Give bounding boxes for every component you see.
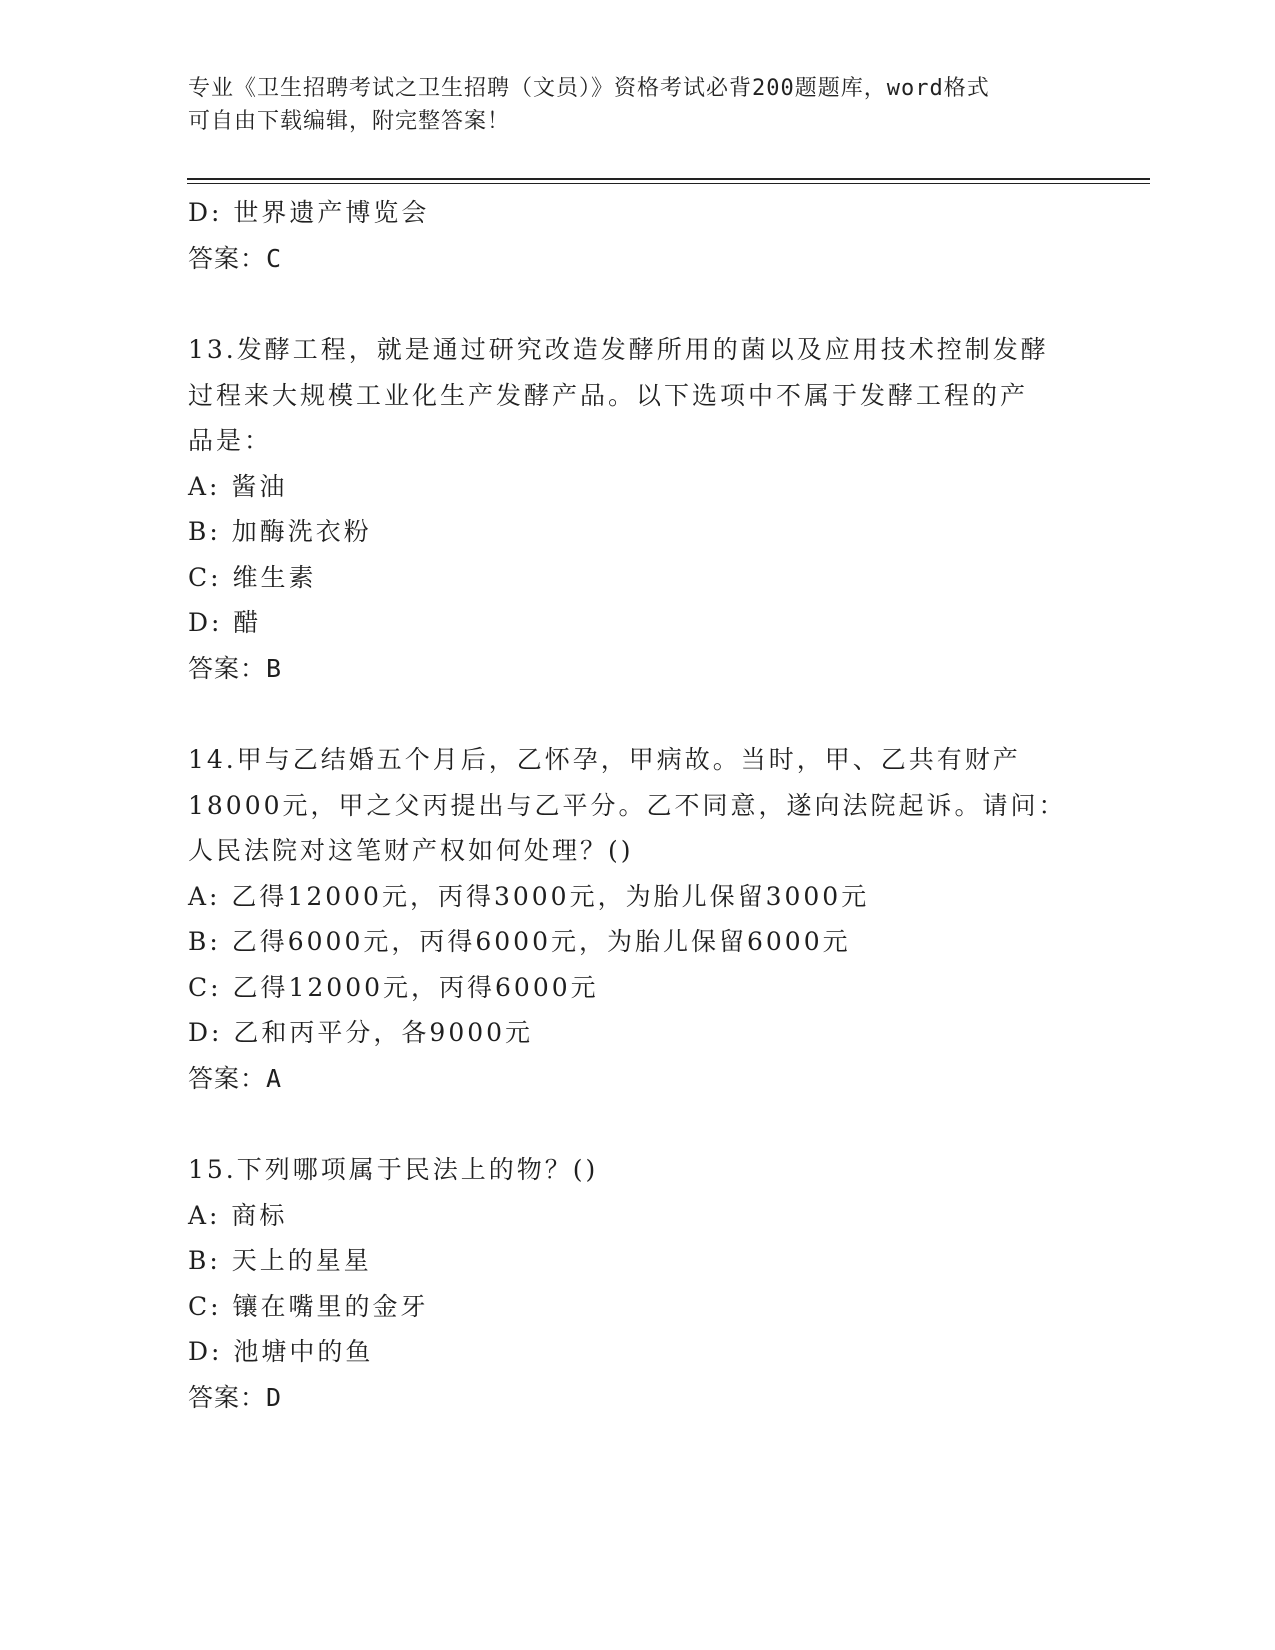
question-13-option-d: D: 醋 [188, 608, 262, 637]
header-line-1: 专业《卫生招聘考试之卫生招聘（文员）》资格考试必背200题题库，word格式 [188, 76, 990, 101]
question-15-option-b: B: 天上的星星 [188, 1246, 372, 1275]
question-14-line-3: 人民法院对这笔财产权如何处理？() [188, 836, 634, 865]
question-13-line-2: 过程来大规模工业化生产发酵产品。以下选项中不属于发酵工程的产 [188, 380, 1029, 410]
question-13-option-b: B: 加酶洗衣粉 [188, 517, 372, 546]
question-15-option-c: C: 镶在嘴里的金牙 [188, 1291, 429, 1321]
question-14-line-2: 18000元，甲之父丙提出与乙平分。乙不同意，遂向法院起诉。请问： [188, 790, 1067, 820]
header-line-2: 可自由下载编辑，附完整答案！ [188, 109, 511, 134]
question-13-line-1: 13.发酵工程，就是通过研究改造发酵所用的菌以及应用技术控制发酵 [188, 335, 1049, 364]
question-14-option-b: B: 乙得6000元，丙得6000元，为胎儿保留6000元 [188, 927, 851, 956]
question-14-option-c: C: 乙得12000元，丙得6000元 [188, 972, 599, 1002]
question-13-line-3: 品是： [188, 426, 273, 455]
prev-answer: 答案：C [188, 243, 283, 273]
question-15 [188, 1147, 1088, 1420]
spacer [188, 281, 1088, 327]
document-header [188, 72, 1068, 138]
prev-option-d: D: 世界遗产博览会 [188, 198, 430, 227]
question-13-option-c: C: 维生素 [188, 562, 317, 592]
question-14-option-a: A: 乙得12000元，丙得3000元，为胎儿保留3000元 [188, 881, 870, 911]
spacer [188, 691, 1088, 737]
header-rule-thin [187, 183, 1150, 184]
question-14-answer: 答案：A [188, 1063, 283, 1093]
question-13 [188, 327, 1088, 691]
question-14-line-1: 14.甲与乙结婚五个月后，乙怀孕，甲病故。当时，甲、乙共有财产 [188, 745, 1021, 774]
header-rule-thick [187, 178, 1150, 180]
question-body [188, 190, 1088, 1420]
spacer [188, 1101, 1088, 1147]
question-15-option-d: D: 池塘中的鱼 [188, 1337, 374, 1366]
question-15-option-a: A: 商标 [188, 1200, 288, 1230]
question-15-line-1: 15.下列哪项属于民法上的物？() [188, 1155, 599, 1184]
question-14-option-d: D: 乙和丙平分，各9000元 [188, 1018, 534, 1047]
question-15-answer: 答案：D [188, 1382, 283, 1412]
question-13-option-a: A: 酱油 [188, 471, 288, 501]
question-14 [188, 737, 1088, 1101]
question-13-answer: 答案：B [188, 653, 283, 683]
